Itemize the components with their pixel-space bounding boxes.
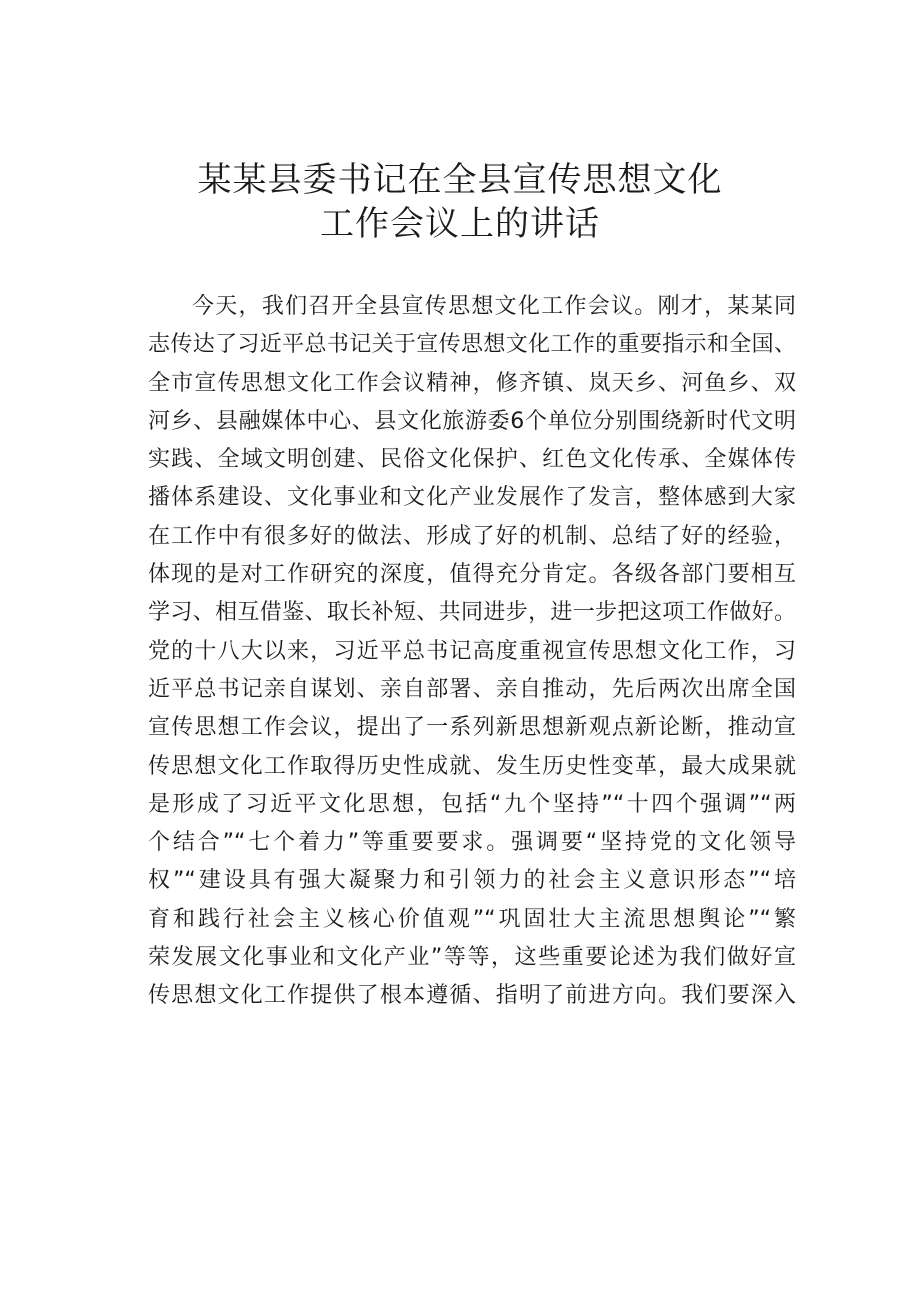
body-line-6: 播体系建设、文化事业和文化产业发展作了发言，整体感到大家 (148, 485, 796, 511)
body-line-7: 在工作中有很多好的做法、形成了好的机制、总结了好的经验， (148, 523, 796, 549)
body-line-1: 今天，我们召开全县宣传思想文化工作会议。刚才，某某同 (192, 294, 796, 319)
body-line-3: 全市宣传思想文化工作会议精神，修齐镇、岚天乡、河鱼乡、双 (148, 370, 796, 396)
body-line-17: 育和践行社会主义核心价值观”“巩固壮大主流思想舆论”“繁 (148, 906, 796, 932)
body-line-4: 河乡、县融媒体中心、县文化旅游委6个单位分别围绕新时代文明 (148, 408, 796, 434)
body-line-19: 传思想文化工作提供了根本遵循、指明了前进方向。我们要深入 (148, 983, 796, 1009)
title-line-1: 某某县委书记在全县宣传思想文化 (197, 160, 723, 200)
body-line-11: 近平总书记亲自谋划、亲自部署、亲自推动，先后两次出席全国 (148, 676, 796, 702)
body-line-15: 个结合”“七个着力”等重要要求。强调要“坚持党的文化领导 (148, 830, 796, 856)
document-body (148, 288, 796, 1016)
body-line-16: 权”“建设具有强大凝聚力和引领力的社会主义意识形态”“培 (148, 868, 796, 894)
body-line-14: 是形成了习近平文化思想，包括“九个坚持”“十四个强调”“两 (148, 791, 796, 817)
body-line-10: 党的十八大以来，习近平总书记高度重视宣传思想文化工作，习 (148, 638, 796, 664)
body-line-2: 志传达了习近平总书记关于宣传思想文化工作的重要指示和全国、 (148, 332, 796, 358)
body-line-8: 体现的是对工作研究的深度，值得充分肯定。各级各部门要相互 (148, 562, 796, 588)
document-title (0, 158, 920, 246)
body-line-18: 荣发展文化事业和文化产业”等等，这些重要论述为我们做好宣 (148, 945, 796, 971)
body-line-9: 学习、相互借鉴、取长补短、共同进步，进一步把这项工作做好。 (148, 600, 796, 626)
body-line-5: 实践、全域文明创建、民俗文化保护、红色文化传承、全媒体传 (148, 447, 796, 473)
body-line-12: 宣传思想工作会议，提出了一系列新思想新观点新论断，推动宣 (148, 715, 796, 741)
title-line-2: 工作会议上的讲话 (320, 204, 600, 244)
body-line-13: 传思想文化工作取得历史性成就、发生历史性变革，最大成果就 (148, 753, 796, 779)
